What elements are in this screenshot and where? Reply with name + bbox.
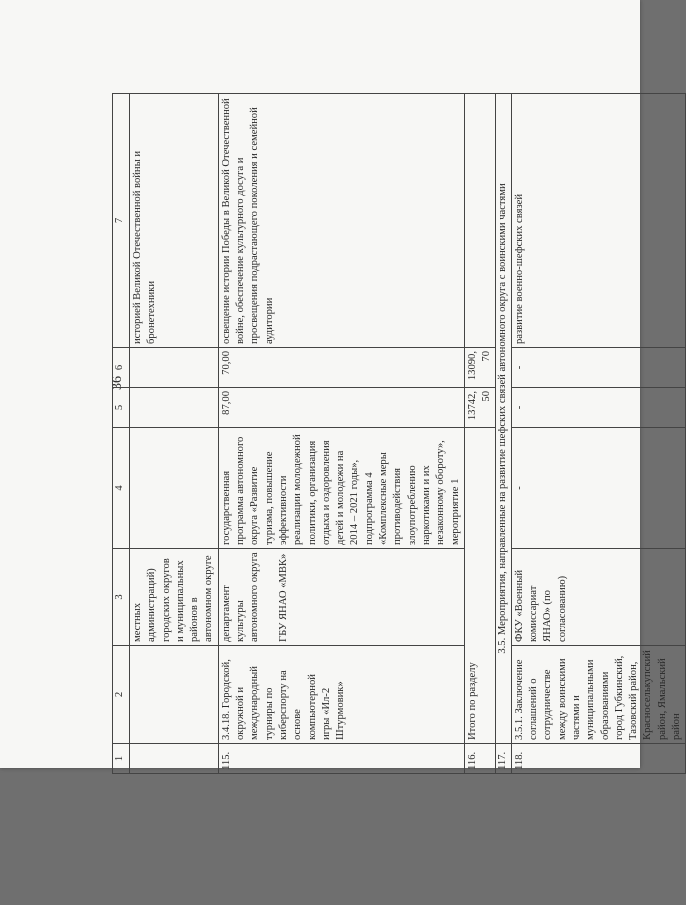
row-number: 118.: [511, 744, 686, 774]
section-title: 3.5. Мероприятия, направленные на развитие шефских связей автономного округа с воинскими частями: [496, 94, 511, 744]
program-cell: государственная программа автономного округа «Развитие туризма, повышение эффективности реализации молодежной политики, организация отдыха и оздоровления детей и молодежи на 2014 – 2021 годы», подпрограмма 4 «Комплексные меры противодействия злоупотреблению наркотиками и их незаконному обороту», мероприятие 1: [218, 428, 464, 549]
executors-cell: департамент культуры автономного округа ГБУ ЯНАО «МВК»: [218, 549, 464, 646]
page-number: 36: [110, 376, 125, 390]
header-cell: 7: [113, 94, 130, 348]
row-number: 117.: [496, 744, 511, 774]
program-cell: -: [511, 428, 686, 549]
value-cell: -: [511, 388, 686, 428]
event-name-cell: 3.4.18. Городской, окружной и международный турниры по киберспорту на основе компьютерной игры «Ил-2 Штурмовик»: [218, 646, 464, 744]
event-name-cell: 3.5.1. Заключение соглашений о сотрудничестве между воинскими частями и муниципальными образованиями город Губкинский, Тазовский район, Красноселькупский район, Ямальский район: [511, 646, 686, 744]
header-cell: 6: [113, 348, 130, 388]
header-cell: 5: [113, 388, 130, 428]
header-row: [113, 94, 130, 774]
executors-cell: местных администраций) городских округов и муниципальных районов в автономном округе: [130, 549, 219, 646]
row-number: 116.: [464, 744, 496, 774]
value-cell: 87,00: [218, 388, 464, 428]
value-cell: 70,00: [218, 348, 464, 388]
table-row: [218, 94, 464, 774]
table-row: [464, 94, 496, 774]
result-cell: развитие военно-шефских связей: [511, 94, 686, 348]
total-label: Итого по разделу: [464, 428, 496, 744]
header-cell: 4: [113, 428, 130, 549]
value-cell: -: [511, 348, 686, 388]
header-cell: 1: [113, 744, 130, 774]
header-cell: 3: [113, 549, 130, 646]
row-number: 115.: [218, 744, 464, 774]
table-row: [511, 94, 686, 774]
executors-cell: ФКУ «Военный комиссариат ЯНАО» (по согласованию): [511, 549, 686, 646]
value-cell: 13090,70: [464, 348, 496, 388]
table-row: [130, 94, 219, 774]
header-cell: 2: [113, 646, 130, 744]
data-table: [112, 93, 686, 774]
rotated-table-wrapper: [112, 94, 682, 774]
result-cell: историей Великой Отечественной войны и бронетехники: [130, 94, 219, 348]
section-row: [496, 94, 511, 774]
result-cell: освещение истории Победы в Великой Отечественной войне, обеспечение культурного досуга и просвещения подрастающего поколения и семейной аудитории: [218, 94, 464, 348]
value-cell: 13742,50: [464, 388, 496, 428]
